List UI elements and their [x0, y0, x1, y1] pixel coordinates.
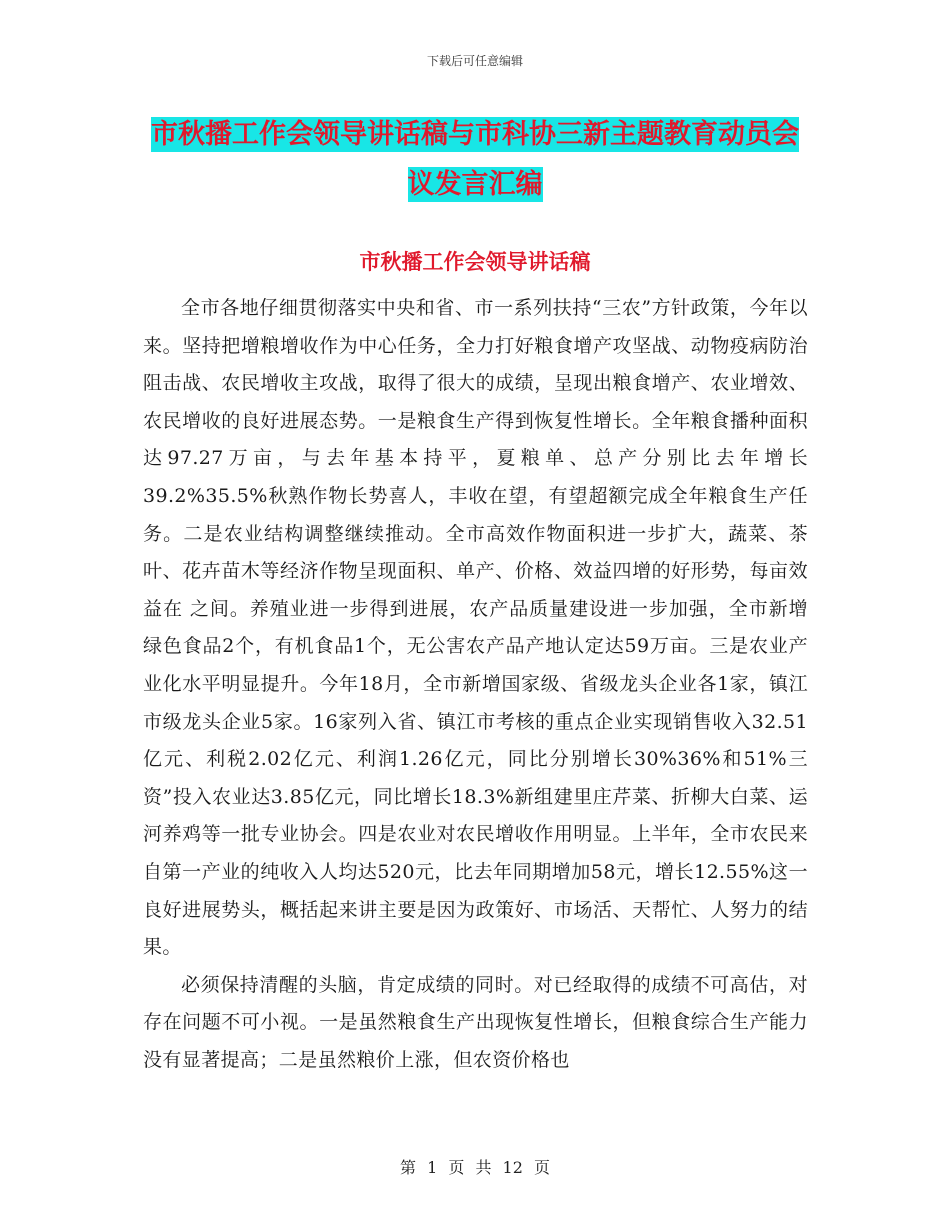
paragraph: 全市各地仔细贯彻落实中央和省、市一系列扶持“三农”方针政策，今年以来。坚持把增粮增收作为中心任务，全力打好粮食增产攻坚战、动物疫病防治阻击战、农民增收主攻战，取得了很大的成绩，呈现出粮食增产、农业增效、农民增收的良好进展态势。一是粮食生产得到恢复性增长。全年粮食播种面积达97.27万亩，与去年基本持平，夏粮单、总产分别比去年增长39.2%35.5%秋熟作物长势喜人，丰收在望，有望超额完成全年粮食生产任务。二是农业结构调整继续推动。全市高效作物面积进一步扩大，蔬菜、茶叶、花卉苗木等经济作物呈现面积、单产、价格、效益四增的好形势，每亩效益在 之间。养殖业进一步得到进展，农产品质量建设进一步加强，全市新增绿色食品2个，有机食品1个，无公害农产品产地认定达59万亩。三是农业产业化水平明显提升。今年18月，全市新增国家级、省级龙头企业各1家，镇江市级龙头企业5家。16家列入省、镇江市考核的重点企业实现销售收入32.51亿元、利税2.02亿元、利润1.26亿元，同比分别增长30%36%和51%三资”投入农业达3.85亿元，同比增长18.3%新组建里庄芹菜、折柳大白菜、运河养鸡等一批专业协会。四是农业对农民增收作用明显。上半年，全市农民来自第一产业的纯收入人均达520元，比去年同期增加58元，增长12.55%这一良好进展势头，概括起来讲主要是因为政策好、市场活、天帮忙、人努力的结果。 [143, 297, 808, 959]
section-title: 市秋播工作会领导讲话稿 [359, 250, 591, 274]
page-header-note: 下载后可任意编辑 [426, 54, 523, 68]
page-number: 第 1 页 共 12 页 [400, 1158, 550, 1177]
document-body [143, 290, 808, 1079]
document-title [140, 110, 810, 210]
document-title-text: 市秋播工作会领导讲话稿与市科协三新主题教育动员会议发言汇编 [151, 119, 799, 200]
paragraph: 必须保持清醒的头脑，肯定成绩的同时。对已经取得的成绩不可高估，对存在问题不可小视。一是虽然粮食生产出现恢复性增长，但粮食综合生产能力没有显著提高；二是虽然粮价上涨，但农资价格也 [143, 973, 808, 1071]
